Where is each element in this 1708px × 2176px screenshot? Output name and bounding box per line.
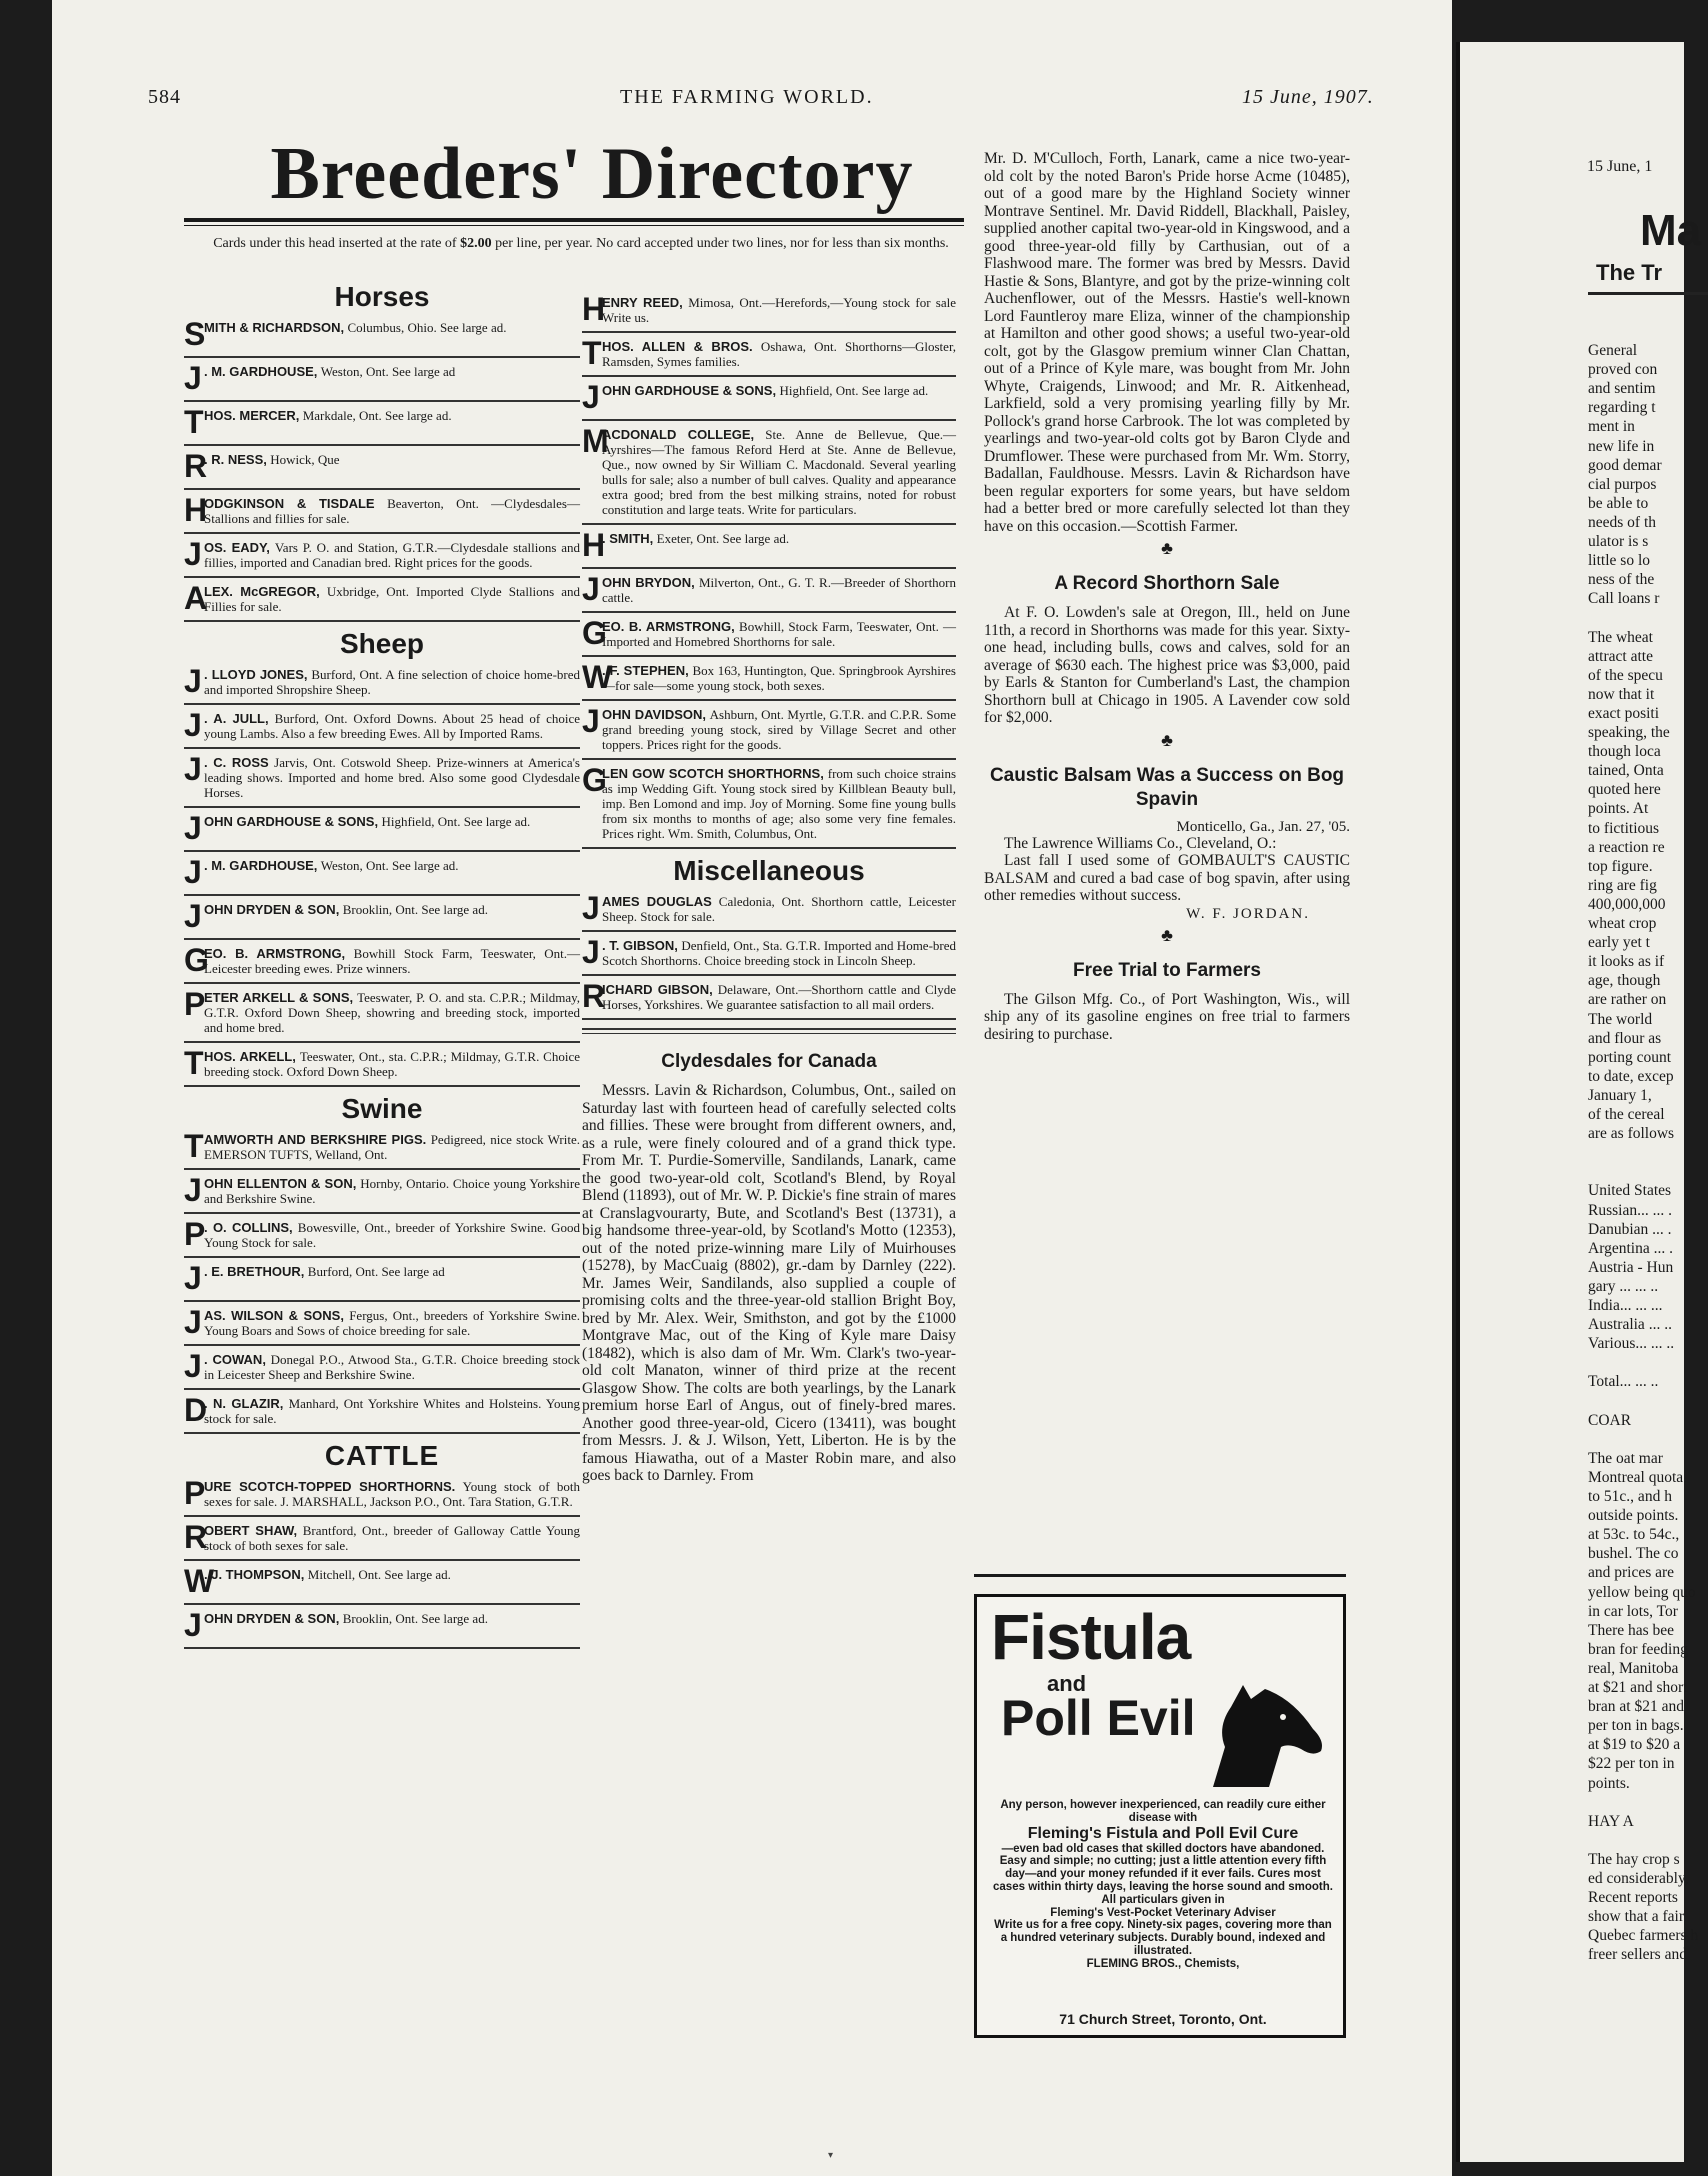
directory-entry [184, 1258, 580, 1302]
facing-page-line: early yet t [1588, 934, 1650, 952]
facing-page-line: at $21 and short [1588, 1679, 1688, 1696]
entry-initial: H [582, 291, 606, 327]
entry-text: Pedigreed, nice stock Write. EMERSON TUFTS, Welland, Ont. [204, 1132, 581, 1162]
entry-initial: A [184, 580, 208, 616]
facing-page-line: ulator is s [1588, 533, 1649, 550]
facing-page-line: Total... ... .. [1588, 1373, 1659, 1391]
entry-initial: W [582, 659, 613, 695]
entry-text: Weston, Ont. See large ad. [320, 858, 459, 873]
entry-initial: J [582, 934, 600, 970]
entry-initial: J [184, 536, 202, 572]
directory-entry [582, 657, 956, 701]
facing-page-heading: Ma [1640, 206, 1702, 255]
entry-text: Donegal P.O., Atwood Sta., G.T.R. Choice breeding stock in Leicester Sheep and Berkshire Swine. [204, 1352, 581, 1382]
ad-address: 71 Church Street, Toronto, Ont. [1059, 2011, 1267, 2027]
facing-page-line: points. [1588, 1774, 1630, 1792]
directory-entry [184, 314, 580, 358]
ad-and: and [1047, 1671, 1087, 1696]
directory-entry [184, 984, 580, 1043]
entry-name: HOS. ALLEN & BROS. [602, 339, 753, 354]
balsam-body: Last fall I used some of GOMBAULT'S CAUSTIC BALSAM and cured a bad case of bog spavin, after using other remedies without success. [984, 852, 1350, 904]
entry-name: . T. GIBSON, [602, 938, 678, 953]
entry-name: OHN GARDHOUSE & SONS, [602, 383, 777, 398]
entry-name: EO. B. ARMSTRONG, [602, 619, 735, 634]
facing-page-line: ness of the [1588, 571, 1655, 589]
entry-text: Brooklin, Ont. See large ad. [342, 1611, 488, 1626]
facing-page-rule [1588, 292, 1708, 295]
facing-page-date: 15 June, 1 [1587, 158, 1653, 175]
directory-entry [184, 1390, 580, 1434]
facing-page-line: COAR [1588, 1411, 1632, 1429]
entry-initial: P [184, 986, 206, 1022]
directory-entry [582, 569, 956, 613]
entry-name: OBERT SHAW, [204, 1523, 298, 1538]
clydesdales-title: Clydesdales for Canada [661, 1051, 877, 1072]
entry-text: Mitchell, Ont. See large ad. [307, 1567, 451, 1582]
ornament-icon: ♣ [1161, 538, 1173, 558]
facing-page-line: exact positi [1588, 704, 1660, 722]
facing-page-line: ment in [1588, 418, 1635, 436]
facing-page-line: new life in [1588, 437, 1655, 455]
section-title-sheep: Sheep [339, 628, 425, 659]
facing-page-line: 400,000,000 [1588, 895, 1666, 913]
entry-name: . SMITH, [602, 531, 654, 546]
directory-entry [582, 613, 956, 657]
facing-page-line: Montreal quota [1588, 1468, 1684, 1486]
facing-page-line: good demar [1588, 456, 1662, 474]
ad-headline: Fistula [991, 1601, 1191, 1673]
entry-name: AMWORTH AND BERKSHIRE PIGS. [204, 1132, 427, 1147]
facing-page-line: age, though [1588, 972, 1661, 990]
directory-entry [184, 1302, 580, 1346]
ad-booklet: Fleming's Vest-Pocket Veterinary Adviser [1050, 1906, 1276, 1919]
issue-date: 15 June, 1907. [1242, 86, 1374, 108]
column-1 [184, 275, 580, 1649]
entry-name: ICHARD GIBSON, [602, 982, 713, 997]
entry-name: LEX. McGREGOR, [204, 584, 320, 599]
facing-page-line: wheat crop [1588, 915, 1657, 932]
facing-page-line: are as follows [1588, 1125, 1675, 1143]
entry-text: Vars P. O. and Station, G.T.R.—Clydesdale stallions and fillies, imported and Canadian bred. Right prices for the goods. [204, 540, 581, 570]
facing-page-subheading: The Tr [1596, 260, 1663, 285]
section-title-cattle: CATTLE [324, 1440, 440, 1471]
facing-page-line: porting count [1588, 1048, 1672, 1066]
directory-entry [184, 1605, 580, 1649]
balsam-dateline: Monticello, Ga., Jan. 27, '05. [1176, 818, 1350, 835]
facing-page-line: to date, excep [1588, 1067, 1674, 1085]
entry-text: Weston, Ont. See large ad [320, 364, 456, 379]
entry-name: OHN ELLENTON & SON, [204, 1176, 357, 1191]
entry-text: Young stock of both sexes for sale. J. MARSHALL, Jackson P.O., Ont. Tara Station, G.T.R. [204, 1479, 581, 1509]
facing-page-line: speaking, the [1588, 724, 1670, 741]
facing-page-line: Recent reports [1588, 1889, 1678, 1907]
section-title-horses: Horses [334, 281, 430, 312]
entry-initial: J [582, 571, 600, 607]
entry-name: ENRY REED, [602, 295, 683, 310]
entry-initial: T [184, 404, 204, 440]
entry-initial: H [184, 492, 208, 528]
facing-page-line: Russian... ... . [1588, 1201, 1672, 1219]
entry-initial: J [184, 854, 202, 890]
ad-body [993, 1799, 1333, 1971]
sheep-list [184, 661, 580, 1087]
entry-initial: R [582, 978, 606, 1014]
directory-entry [582, 421, 956, 525]
facing-page-line: per ton in bags. [1588, 1717, 1684, 1735]
entry-name: EO. B. ARMSTRONG, [204, 946, 346, 961]
directory-entry [184, 940, 580, 984]
directory-entry [184, 1126, 580, 1170]
directory-entry [582, 701, 956, 760]
facing-page-line: tained, Onta [1588, 762, 1664, 780]
directory-entry [184, 534, 580, 578]
facing-page-line: yellow being quo [1588, 1583, 1696, 1601]
entry-initial: D [184, 1392, 208, 1428]
directory-entry [582, 525, 956, 569]
entry-initial: J [184, 810, 202, 846]
balsam-addressee: The Lawrence Williams Co., Cleveland, O.: [1004, 834, 1277, 852]
entry-text: Uxbridge, Ont. Imported Clyde Stallions and Fillies for sale. [204, 584, 580, 614]
horses-list [184, 314, 580, 622]
entry-text: Ashburn, Ont. Myrtle, G.T.R. and C.P.R. Some grand breeding young stock, sired by Village Secret and other toppers. Prices right for the goods. [602, 707, 957, 752]
entry-name: . F. STEPHEN, [602, 663, 689, 678]
column-2 [582, 289, 956, 1485]
cattle-list [184, 1473, 580, 1649]
entry-text: Mimosa, Ont.—Herefords,—Young stock for sale Write us. [602, 295, 957, 325]
facing-page-line: regarding t [1588, 399, 1656, 417]
ad-booklet-description: Write us for a free copy. Ninety-six pages, covering more than a hundred veterinary subjects. Durably bound, indexed and illustrated. [994, 1919, 1332, 1957]
entry-text: Bowhill Stock Farm, Teeswater, Ont.—Leicester breeding ewes. Prize winners. [204, 946, 581, 976]
directory-entry [184, 446, 580, 490]
ad-top-rule [974, 1574, 1346, 1577]
entry-text: Denfield, Ont., Sta. G.T.R. Imported and Home-bred Scotch Shorthorns. Choice breeding stock in Lincoln Sheep. [602, 938, 956, 968]
entry-name: LEN GOW SCOTCH SHORTHORNS, [602, 766, 824, 781]
facing-page-line: bushel. The co [1588, 1545, 1679, 1563]
horse-head-icon [1173, 1677, 1333, 1789]
entry-initial: P [184, 1216, 206, 1252]
facing-page-line: bran for feeding [1588, 1640, 1688, 1658]
entry-text: Burford, Ont. A fine selection of choice home-bred and imported Shropshire Sheep. [204, 667, 581, 697]
entry-initial: J [184, 751, 202, 787]
entry-text: Highfield, Ont. See large ad. [779, 383, 929, 398]
entry-name: . M. GARDHOUSE, [204, 364, 318, 379]
entry-initial: R [184, 448, 208, 484]
entry-name: . N. GLAZIR, [204, 1396, 284, 1411]
directory-entry [184, 705, 580, 749]
facing-page-line: General [1588, 342, 1638, 359]
page-number: 584 [148, 86, 181, 108]
directory-entry [582, 289, 956, 333]
facing-page-line: outside points. [1588, 1507, 1679, 1525]
entry-name: ODGKINSON & TISDALE [204, 496, 375, 511]
entry-initial: T [184, 1128, 204, 1164]
directory-entry [184, 1561, 580, 1605]
directory-entry [184, 358, 580, 402]
entry-text: Manhard, Ont Yorkshire Whites and Holsteins. Young stock for sale. [204, 1396, 580, 1426]
facing-page-line: to 51c., and h [1588, 1488, 1672, 1505]
free-trial-title: Free Trial to Farmers [1073, 959, 1261, 981]
publication-title: THE FARMING WORLD. [620, 86, 874, 108]
section-title-miscellaneous: Miscellaneous [673, 855, 865, 886]
entry-initial: J [184, 707, 202, 743]
entry-name: OHN DAVIDSON, [602, 707, 707, 722]
facing-page-line: quoted here [1588, 781, 1661, 799]
directory-entry [184, 1043, 580, 1087]
facing-page-line: proved con [1588, 361, 1658, 379]
entry-name: OHN DRYDEN & SON, [204, 1611, 340, 1626]
entry-text: Burford, Ont. See large ad [307, 1264, 445, 1279]
entry-text: Columbus, Ohio. See large ad. [347, 320, 507, 335]
directory-entry [184, 661, 580, 705]
facing-page-line: are rather on [1588, 991, 1667, 1009]
facing-page-line: to fictitious [1588, 819, 1660, 837]
entry-text: Highfield, Ont. See large ad. [381, 814, 531, 829]
facing-page-line: in car lots, Tor [1588, 1602, 1678, 1620]
entry-text: from such choice strains as imp Wedding Gift. Young stock sired by Killblean Beauty bull, imp. Ben Lomond and imp. Joy of Morning. Some fine young bulls from six months to months of age; also some very fine females. Prices right. Wm. Smith, Columbus, Ont. [602, 766, 957, 841]
facing-page-line: needs of th [1588, 513, 1657, 531]
entry-name: . A. JULL, [204, 711, 269, 726]
entry-name: AS. WILSON & SONS, [204, 1308, 344, 1323]
entry-name: . O. COLLINS, [204, 1220, 293, 1235]
directory-entry [184, 896, 580, 940]
facing-page-line: now that it [1588, 685, 1655, 703]
entry-initial: G [582, 615, 607, 651]
directory-entry [184, 1346, 580, 1390]
entry-name: OHN BRYDON, [602, 575, 695, 590]
article-separator [582, 1028, 956, 1034]
facing-page-line: Quebec farmers h [1588, 1927, 1699, 1945]
entry-text: Delaware, Ont.—Shorthorn cattle and Clyde Horses, Yorkshires. We guarantee satisfaction to all mail orders. [602, 982, 957, 1012]
swine-list [184, 1126, 580, 1434]
facing-page-line: Danubian ... . [1588, 1220, 1672, 1238]
entry-name: ETER ARKELL & SONS, [204, 990, 354, 1005]
misc-list [582, 888, 956, 1020]
directory-entry [184, 1473, 580, 1517]
entry-text: Box 163, Huntington, Que. Springbrook Ayrshires—for sale—some young stock, both sexes. [602, 663, 956, 693]
facing-page [1456, 42, 1702, 2162]
ornament-icon: ♣ [1161, 924, 1173, 945]
facing-page-line: at $19 to $20 a [1588, 1736, 1681, 1754]
entry-text: Milverton, Ont., G. T. R.—Breeder of Shorthorn cattle. [602, 575, 957, 605]
entry-initial: J [582, 890, 600, 926]
directory-entry [184, 490, 580, 534]
entry-text: Bowhill, Stock Farm, Teeswater, Ont. — Imported and Homebred Shorthorns for sale. [602, 619, 956, 649]
directory-entry [184, 808, 580, 852]
ad-description: —even bad old cases that skilled doctors have abandoned. Easy and simple; no cutting; just a little attention every fifth day—and your money refunded if it ever fails. Cures most cases within thirty days, leaving the horse sound and smooth. All particulars given in [993, 1842, 1333, 1906]
balsam-title: Caustic Balsam Was a Success on Bog Spavin [989, 764, 1345, 810]
entry-initial: M [582, 423, 609, 459]
entry-initial: J [184, 1348, 202, 1384]
facing-page-line: Australia ... .. [1588, 1316, 1672, 1334]
section-title-swine: Swine [341, 1093, 423, 1124]
facing-page-line: There has bee [1588, 1621, 1675, 1639]
directory-entry [184, 578, 580, 622]
directory-entry [582, 333, 956, 377]
entry-name: . LLOYD JONES, [204, 667, 308, 682]
facing-page-line: HAY A [1588, 1812, 1634, 1830]
entry-name: . E. BRETHOUR, [204, 1264, 305, 1279]
directory-entry [184, 749, 580, 808]
directory-entry [184, 852, 580, 896]
entry-text: Bowesville, Ont., breeder of Yorkshire Swine. Good Young Stock for sale. [204, 1220, 580, 1250]
directory-entry [184, 1170, 580, 1214]
facing-page-line: a reaction re [1588, 838, 1665, 856]
facing-page-line: points. At [1588, 800, 1649, 818]
entry-initial: H [582, 527, 606, 563]
entry-name: URE SCOTCH-TOPPED SHORTHORNS. [204, 1479, 456, 1494]
ad-subheadline: Poll Evil [1001, 1690, 1196, 1746]
facing-page-line: of the cereal [1588, 1106, 1665, 1123]
facing-page-line: United States [1588, 1182, 1672, 1200]
entry-text: Brantford, Ont., breeder of Galloway Cattle Young stock of both sexes for sale. [204, 1523, 581, 1553]
entry-name: AMES DOUGLAS [602, 894, 712, 909]
facing-page-line: ring are fig [1588, 876, 1657, 894]
fistula-advert [974, 1594, 1346, 2038]
facing-page-line: at 53c. to 54c., [1588, 1526, 1680, 1544]
entry-text: Beaverton, Ont. —Clydesdales—Stallions and fillies for sale. [204, 496, 580, 526]
entry-initial: W [184, 1563, 215, 1599]
facing-page-line: it looks as if [1588, 953, 1665, 971]
directory-entry [582, 888, 956, 932]
entry-initial: T [582, 335, 602, 371]
entry-initial: T [184, 1045, 204, 1081]
facing-page-line: and flour as [1588, 1029, 1662, 1047]
facing-page-line: $22 per ton in [1588, 1755, 1675, 1773]
scan-mark: ▾ [828, 2150, 834, 2161]
facing-page-line: little so lo [1588, 552, 1650, 570]
entry-name: . J. THOMPSON, [204, 1567, 305, 1582]
facing-page-line: show that a fair [1588, 1908, 1684, 1926]
facing-page-line: Argentina ... . [1588, 1239, 1673, 1257]
facing-page-line: The world [1588, 1010, 1653, 1028]
facing-page-line: Various... ... .. [1588, 1335, 1675, 1353]
entry-initial: G [582, 762, 607, 798]
entry-name: OHN GARDHOUSE & SONS, [204, 814, 379, 829]
facing-page-line: India... ... ... [1588, 1297, 1663, 1314]
directory-entry [582, 760, 956, 849]
entry-text: Jarvis, Ont. Cotswold Sheep. Prize-winners at America's leading shows. Imported and home bred. Also some good Clydesdale Horses. [204, 755, 580, 800]
entry-initial: J [184, 1172, 202, 1208]
facing-page-line: Call loans r [1588, 590, 1660, 608]
entry-initial: J [582, 703, 600, 739]
entry-name: HOS. MERCER, [204, 408, 300, 423]
facing-page-line: The wheat [1588, 628, 1653, 646]
ad-lead: Any person, however inexperienced, can readily cure either disease with [1000, 1799, 1326, 1824]
facing-page-line: top figure. [1588, 857, 1653, 875]
entry-initial: J [184, 360, 202, 396]
entry-text: Teeswater, P. O. and sta. C.P.R.; Mildmay, G.T.R. Oxford Down Sheep, showring and breeding stock, imported and home bred. [204, 990, 581, 1035]
entry-name: HOS. ARKELL, [204, 1049, 296, 1064]
facing-page-line: Austria - Hun [1588, 1258, 1674, 1276]
facing-page-line: ed considerably, [1588, 1870, 1689, 1887]
entry-name: OS. EADY, [204, 540, 270, 555]
entry-initial: R [184, 1519, 208, 1555]
facing-page-line: cial purpos [1588, 475, 1657, 493]
entry-name: ACDONALD COLLEGE, [602, 427, 755, 442]
facing-page-line: gary ... ... .. [1588, 1277, 1659, 1295]
facing-page-line: and prices are [1588, 1564, 1675, 1582]
entry-initial: J [184, 663, 202, 699]
entry-name: . R. NESS, [204, 452, 267, 467]
balsam-signature: W. F. JORDAN. [1186, 905, 1310, 922]
entry-text: Markdale, Ont. See large ad. [302, 408, 452, 423]
entry-initial: J [184, 1304, 202, 1340]
directory-entry [184, 402, 580, 446]
entry-initial: J [582, 379, 600, 415]
facing-page-line: The oat mar [1588, 1449, 1663, 1467]
page-title: Breeders' Directory [270, 133, 914, 215]
entry-text: Exeter, Ont. See large ad. [656, 531, 790, 546]
facing-page-line: attract atte [1588, 647, 1653, 665]
entry-text: Caledonia, Ont. Shorthorn cattle, Leicester Sheep. Stock for sale. [602, 894, 957, 924]
column-3 [984, 150, 1350, 1043]
entry-text: Hornby, Ontario. Choice young Yorkshire and Berkshire Swine. [204, 1176, 581, 1206]
entry-initial: S [184, 316, 206, 352]
facing-page-line: though loca [1588, 743, 1661, 761]
facing-page-line: January 1, [1588, 1086, 1652, 1104]
entry-name: . C. ROSS [204, 755, 269, 770]
entry-initial: J [184, 1607, 202, 1643]
directory-entry [582, 976, 956, 1020]
facing-page-line: and sentim [1588, 380, 1656, 398]
entry-name: . M. GARDHOUSE, [204, 858, 318, 873]
entry-initial: G [184, 942, 209, 978]
entry-text: Fergus, Ont., breeders of Yorkshire Swine. Young Boars and Sows of choice breeding for sale. [204, 1308, 581, 1338]
directory-entry [184, 1214, 580, 1258]
entry-text: Oshawa, Ont. Shorthorns—Gloster, Ramsden, Symes families. [602, 339, 956, 369]
ad-company: FLEMING BROS., Chemists, [1086, 1957, 1240, 1970]
facing-page-line: be able to [1588, 494, 1649, 512]
entry-name: OHN DRYDEN & SON, [204, 902, 340, 917]
facing-page-line: real, Manitoba [1588, 1659, 1679, 1677]
directory-entry [582, 377, 956, 421]
title-rule [184, 218, 964, 222]
entry-initial: J [184, 1260, 202, 1296]
title-rule-thin [184, 225, 964, 226]
free-trial-body: The Gilson Mfg. Co., of Port Washington, Wis., will ship any of its gasoline engines on free trial to farmers desiring to purchase. [984, 990, 1350, 1043]
directory-entry [184, 1517, 580, 1561]
clydesdales-body: Messrs. Lavin & Richardson, Columbus, Ont., sailed on Saturday last with fourteen head of carefully selected colts and fillies. These were brought from different owners, and, as a rule, were finely coloured and of a grand thick type. From Mr. T. Purdie-Somerville, Sandilands, Lanark, came the good two-year-old colt, Scotland's Blend, by Royal Blend (11893), out of Mr. W. P. Dickie's fine strain of mares at Cranslagvourarty, Bute, and Scotland's Best (13731), a big handsome three-year-old, by Scotland's Motto (12353), out of the noted prize-winning mare Lily of Muirhouses (15278), by MacCuaig (8802), gr.-dam by Darnley (222). Mr. James Weir, Sandilands, also supplied a couple of promising colts and the three-year-old stallion Bright Boy, bred by Mr. Alex. Weir, Smithston, and got by the £1000 Montgrave Mac, out of the King of Kyle mare Daisy (18482), which is also dam of Mr. Wm. Clark's two-year-old colt Manaton, winner of third prize at the recent Glasgow Show. The colts are both yearlings, by the Lanark premium horse Earl of Angus, out of finely-bred mares. Another good three-year-old, Cicero (13411), was bought from Messrs. J. & J. Wilson, Yett, Liberton. He is by the famous Hiawatha, out of a Master Robin mare, and also goes back to Darnley. From [582, 1082, 956, 1484]
entry-text: Teeswater, Ont., sta. C.P.R.; Mildmay, G.T.R. Choice breeding stock. Oxford Down Sheep. [204, 1049, 581, 1079]
entry-name: . COWAN, [204, 1352, 266, 1367]
facing-page-line: of the specu [1588, 666, 1663, 684]
shorthorn-title: A Record Shorthorn Sale [1054, 573, 1280, 594]
entry-text: Brooklin, Ont. See large ad. [342, 902, 488, 917]
entry-initial: J [184, 898, 202, 934]
directory-intro: Cards under this head inserted at the rate of $2.00 per line, per year. No card accepted under two lines, nor for less than six months. [213, 236, 949, 251]
entry-text: Burford, Ont. Oxford Downs. About 25 head of choice young Lambs. Also a few breeding Ewes. All by Imported Rams. [204, 711, 580, 741]
entry-text: Howick, Que [270, 452, 340, 467]
entry-text: Ste. Anne de Bellevue, Que.—Ayrshires—The famous Reford Herd at Ste. Anne de Bellevue, Que., now owned by Sir William C. Macdonald. Several yearling bulls for sale; also a number of bull calves. Quality and appearance extra good; bred from the best milking strains, noted for robust constitution and large teats. Write for particulars. [602, 427, 957, 517]
entry-name: MITH & RICHARDSON, [204, 320, 345, 335]
facing-page-line: The hay crop s [1588, 1850, 1680, 1868]
shorthorn-body: At F. O. Lowden's sale at Oregon, Ill., held on June 11th, a record in Shorthorns was made for this year. Sixty-one head, including bulls, cows and calves, sold for an average of $630 each. The highest price was $3,000, paid by Earls & Stanton for Cumberland's Last, the champion Shorthorn bull at Chicago in 1905. A Lavender cow sold for $2,000. [984, 604, 1350, 726]
ad-product: Fleming's Fistula and Poll Evil Cure [1027, 1824, 1299, 1842]
clydesdales-continued: Mr. D. M'Culloch, Forth, Lanark, came a nice two-year-old colt by the noted Baron's Pride horse Acme (10485), out of a good mare by the Highland Society winner Montrave Sentinel. Mr. David Riddell, Blackhall, Paisley, supplied another capital two-year-old in Kingswood, and a good three-year-old filly by Carthusian, out of a Flashwood mare. The former was bred by Messrs. David Hastie & Sons, Blantyre, and got by the prize-winning colt Auchenflower, out of the Messrs. Hastie's well-known Lord Fauntleroy mare Eliza, winner of the championship at Hamilton and other good shows; a useful two-year-old colt, got by the Glasgow premium winner Clan Chattan, out of a Prince of Kyle mare, was bought from Mr. John Whyte, Craigends, Linwood; and Mr. R. Aitkenhead, Larkfield, sold a very promising yearling filly by Mr. Pollock's grand horse Carbrook. The lot was completed by yearlings and two-year-old colts got by Baron Clyde and Drumflower. These were purchased from Mr. Wm. Storry, Badallan, Fauldhouse. Messrs. Lavin & Richardson have been regular exporters for some years, but have seldom had a better bred or more carefully selected lot than they have on this occasion.—Scottish Farmer. [984, 150, 1350, 535]
directory-entry [582, 932, 956, 976]
ornament-icon: ♣ [1161, 729, 1173, 750]
col2-list [582, 289, 956, 849]
entry-initial: P [184, 1475, 206, 1511]
facing-page-line: bran at $21 and [1588, 1698, 1684, 1716]
facing-page-line: freer sellers and [1588, 1946, 1687, 1964]
